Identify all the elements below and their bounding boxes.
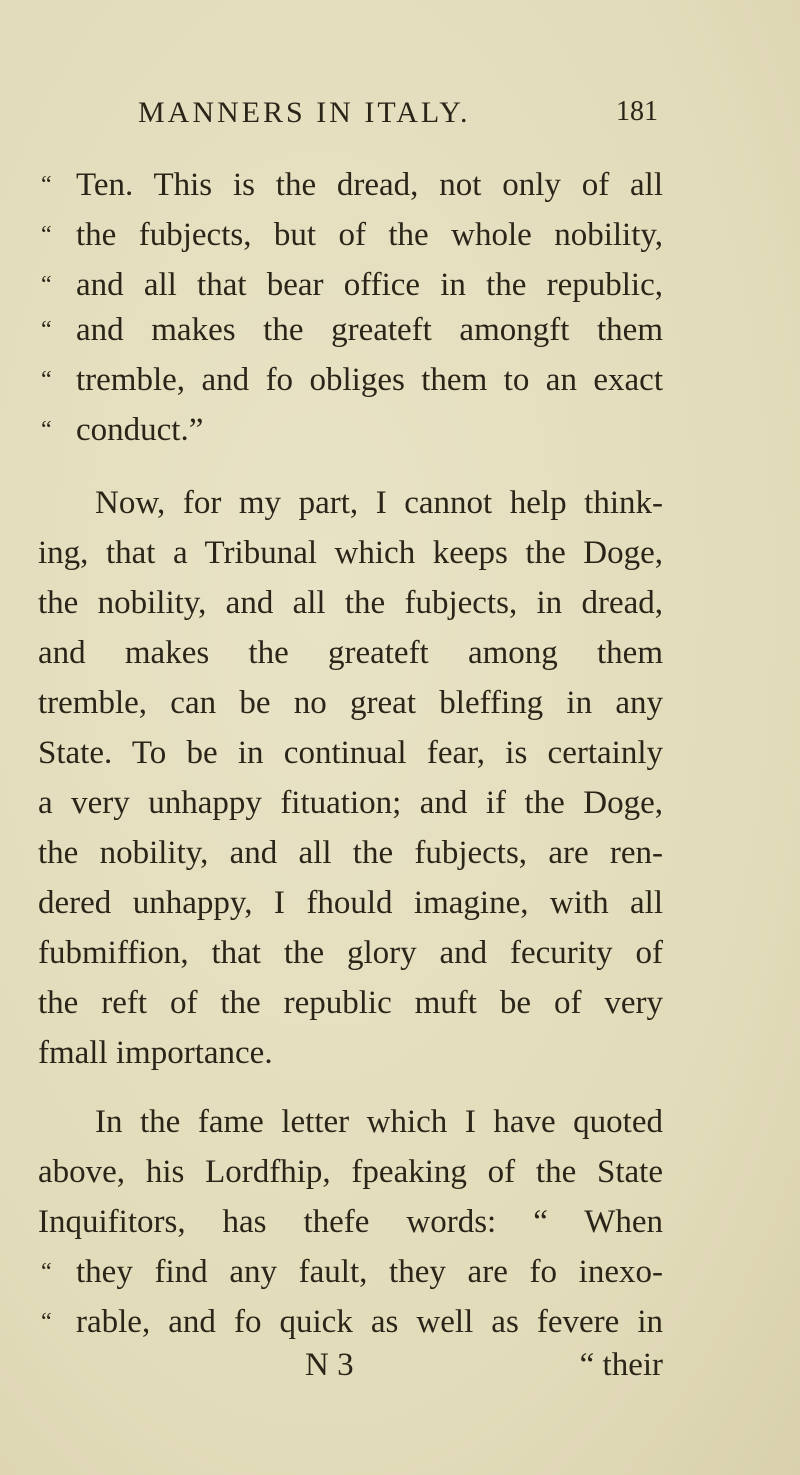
line-text: they find any fault, they are fo inexo- [76,1254,663,1290]
line-text: a very unhappy fituation; and if the Doge, [38,785,663,821]
text-line [38,978,663,1028]
text-line [38,678,663,728]
catchword: “ their [579,1347,663,1383]
line-text: fubmiffion, that the glory and fecurity of [38,935,663,971]
text-line [38,210,663,260]
line-text: and makes the greateft amongft them [76,312,663,348]
text-line [38,1297,663,1347]
line-text: fmall importance. [38,1035,273,1071]
text-line [38,878,663,928]
text-line [38,160,663,210]
text-line [38,628,663,678]
page-header [138,96,658,140]
line-text: the fubjects, but of the whole nobility, [76,217,663,253]
line-text: the nobility, and all the fubjects, in dread, [38,585,663,621]
text-line [38,478,663,528]
quote-mark: “ [41,367,52,393]
line-text: rable, and fo quick as well as fevere in [76,1304,663,1340]
page-number: 181 [616,96,658,127]
text-line [38,355,663,405]
line-text: and makes the greateft among them [38,635,663,671]
line-text: Now, for my part, I cannot help think- [95,485,663,521]
text-line [38,1147,663,1197]
text-line [38,828,663,878]
line-text: tremble, and fo obliges them to an exact [76,362,663,398]
text-line [38,405,663,455]
line-text: tremble, can be no great bleffing in any [38,685,663,721]
line-text: conduct.” [76,412,204,448]
quote-mark: “ [41,272,52,298]
quote-mark: “ [41,1259,52,1285]
text-line [38,928,663,978]
text-line [38,1097,663,1147]
quote-mark: “ [41,222,52,248]
quote-mark: “ [41,417,52,443]
text-line [38,260,663,310]
line-text: dered unhappy, I fhould imagine, with all [38,885,663,921]
text-line [38,1197,663,1247]
text-line [38,778,663,828]
text-line [38,528,663,578]
line-text: State. To be in continual fear, is certainly [38,735,663,771]
text-line [38,1028,663,1078]
line-text: and all that bear office in the republic, [76,267,663,303]
text-line [38,1247,663,1297]
quote-mark: “ [41,1309,52,1335]
text-line [38,305,663,355]
text-line [38,728,663,778]
quote-mark: “ [41,172,52,198]
line-text: above, his Lordfhip, fpeaking of the State [38,1154,663,1190]
line-text: ing, that a Tribunal which keeps the Doge, [38,535,663,571]
line-text: the nobility, and all the fubjects, are ren- [38,835,663,871]
quote-mark: “ [41,317,52,343]
running-title: MANNERS IN ITALY. [138,96,471,129]
signature-mark: N 3 [305,1347,354,1383]
text-line [38,578,663,628]
line-text: Inquifitors, has thefe words: “ When [38,1204,663,1240]
line-text: In the fame letter which I have quoted [95,1104,663,1140]
line-text: Ten. This is the dread, not only of all [76,167,663,203]
line-text: the reft of the republic muft be of very [38,985,663,1021]
